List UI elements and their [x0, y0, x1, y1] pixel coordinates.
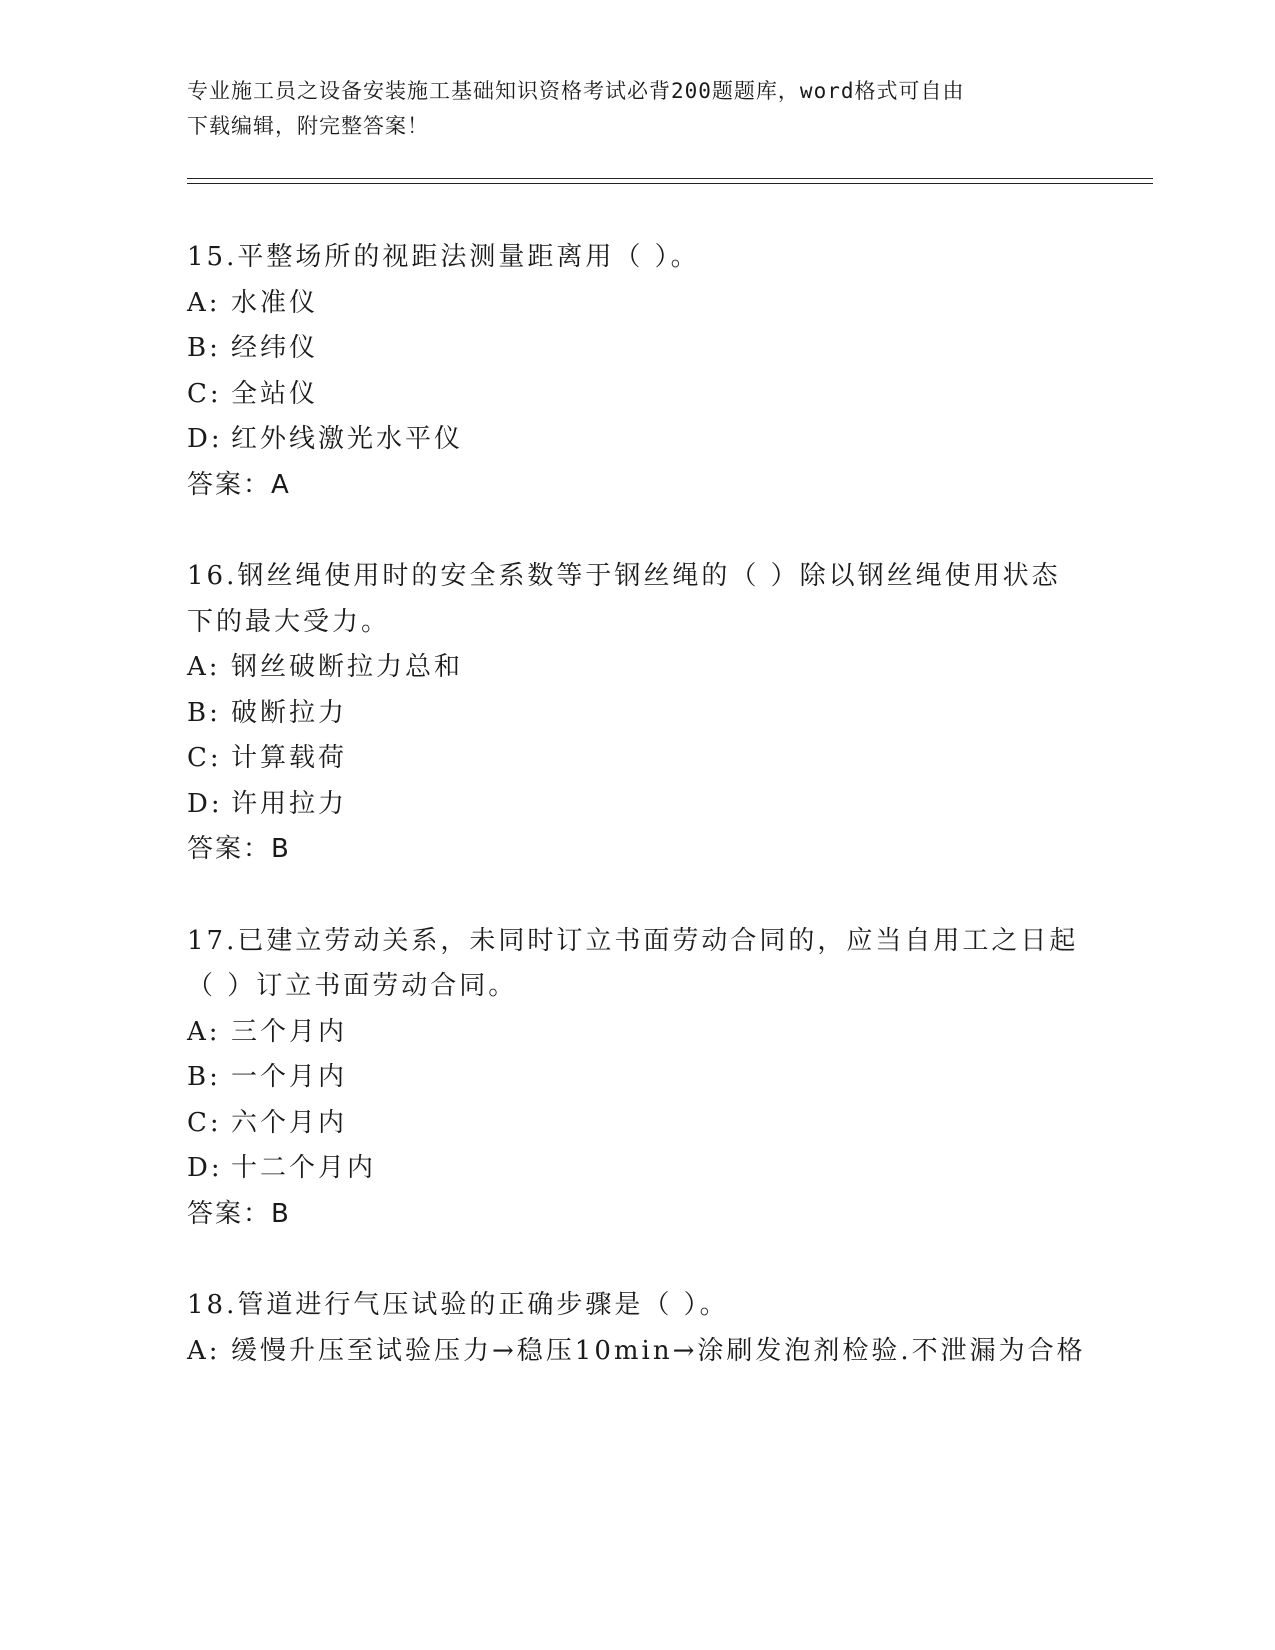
header-divider-bottom: [187, 183, 1153, 184]
option-a: [187, 1329, 1153, 1375]
header-line-2: 下载编辑，附完整答案！: [187, 114, 429, 138]
question-stem-continued: （ ）订立书面劳动合同。: [187, 971, 518, 1001]
option-b: [187, 691, 1153, 737]
option-d: [187, 417, 1153, 463]
option-text: 红外线激光水平仪: [231, 424, 464, 454]
header-divider-top: [187, 178, 1153, 179]
option-b: [187, 326, 1153, 372]
option-letter: B:: [187, 1062, 221, 1092]
option-letter: B:: [187, 333, 221, 363]
option-text: 许用拉力: [231, 788, 348, 819]
option-text: 经纬仪: [231, 333, 319, 363]
option-text: 缓慢升压至试验压力→稳压10min→涂刷发泡剂检验.不泄漏为合格: [231, 1335, 1086, 1366]
question-stem: 16.钢丝绳使用时的安全系数等于钢丝绳的（ ）除以钢丝绳使用状态: [187, 561, 1061, 591]
option-a: [187, 1010, 1153, 1056]
option-letter: D:: [187, 424, 223, 454]
option-letter: C:: [187, 1107, 222, 1138]
option-text: 一个月内: [231, 1062, 348, 1092]
option-letter: A:: [187, 652, 221, 682]
question-18: [187, 1283, 1153, 1374]
option-c: [187, 372, 1153, 418]
question-list: [187, 235, 1153, 1420]
question-stem: 18.管道进行气压试验的正确步骤是（ ）。: [187, 1290, 729, 1320]
option-b: [187, 1055, 1153, 1101]
option-text: 破断拉力: [231, 697, 348, 728]
answer-line: 答案：B: [187, 834, 291, 864]
question-15: [187, 235, 1153, 508]
option-text: 六个月内: [231, 1107, 348, 1138]
option-text: 计算载荷: [231, 743, 348, 773]
option-text: 十二个月内: [231, 1153, 377, 1183]
question-16: [187, 554, 1153, 873]
option-letter: A:: [187, 1016, 221, 1047]
question-stem: 15.平整场所的视距法测量距离用（ ）。: [187, 242, 700, 272]
question-stem-continued: 下的最大受力。: [187, 606, 391, 637]
option-letter: C:: [187, 378, 222, 409]
option-letter: B:: [187, 697, 221, 728]
option-text: 全站仪: [231, 378, 319, 409]
option-d: [187, 782, 1153, 828]
option-a: [187, 281, 1153, 327]
option-c: [187, 736, 1153, 782]
answer-line: 答案：B: [187, 1198, 291, 1229]
option-a: [187, 645, 1153, 691]
option-text: 钢丝破断拉力总和: [231, 652, 464, 682]
header-line-1: 专业施工员之设备安装施工基础知识资格考试必背200题题库，word格式可自由: [187, 79, 965, 103]
option-text: 水准仪: [231, 287, 319, 318]
option-c: [187, 1101, 1153, 1147]
option-letter: C:: [187, 743, 222, 773]
option-letter: D:: [187, 1153, 223, 1183]
option-d: [187, 1146, 1153, 1192]
option-letter: A:: [187, 1335, 221, 1366]
option-text: 三个月内: [231, 1016, 348, 1047]
document-header: [187, 74, 1087, 144]
option-letter: D:: [187, 788, 223, 819]
option-letter: A:: [187, 287, 221, 318]
question-stem: 17.已建立劳动关系，未同时订立书面劳动合同的，应当自用工之日起: [187, 925, 1079, 956]
question-17: [187, 919, 1153, 1238]
answer-line: 答案：A: [187, 469, 291, 500]
